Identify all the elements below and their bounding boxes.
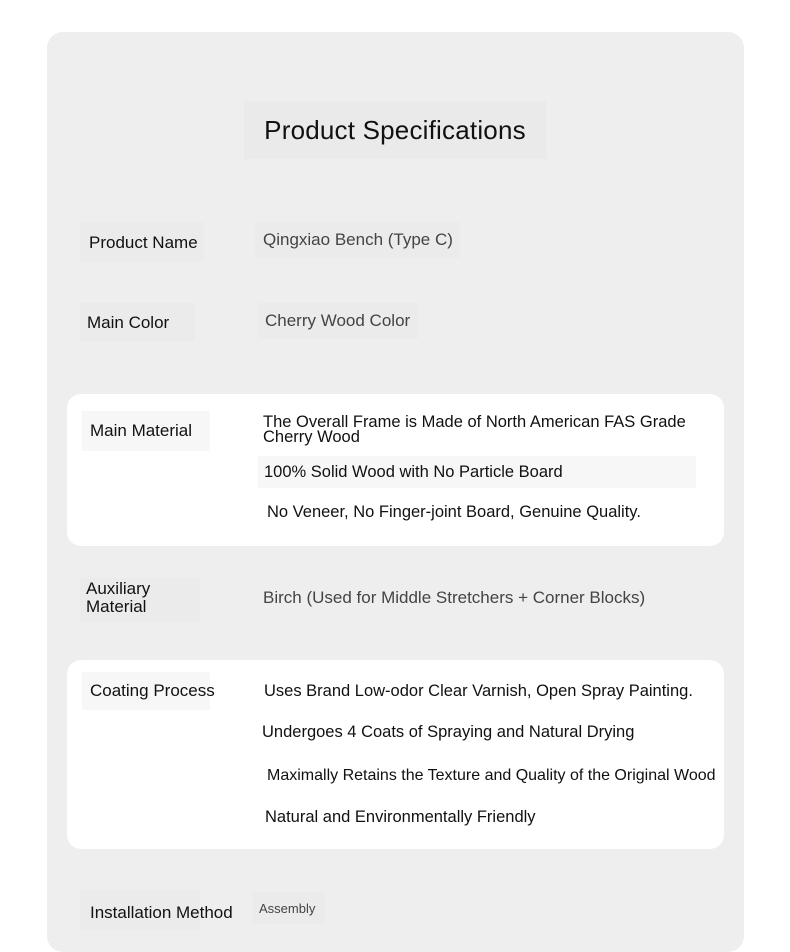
coating-process-line-4: Natural and Environmentally Friendly xyxy=(265,808,536,826)
auxiliary-material-value: Birch (Used for Middle Stretchers + Corner Blocks) xyxy=(263,588,646,607)
coating-process-line-2: Undergoes 4 Coats of Spraying and Natural Drying xyxy=(262,723,635,741)
page-title: Product Specifications xyxy=(244,101,546,159)
auxiliary-material-label-line-2: Material xyxy=(86,597,147,616)
coating-process-line-3: Maximally Retains the Texture and Quality of the Original Wood xyxy=(267,767,716,784)
installation-method-value: Assembly xyxy=(259,901,316,916)
main-material-line-4: No Veneer, No Finger-joint Board, Genuine Quality. xyxy=(267,503,641,521)
main-material-line-3: 100% Solid Wood with No Particle Board xyxy=(264,463,563,481)
installation-method-label: Installation Method xyxy=(90,903,233,922)
auxiliary-material-label-line-1: Auxiliary xyxy=(86,579,151,598)
product-name-label: Product Name xyxy=(89,233,198,252)
coating-process-label: Coating Process xyxy=(90,681,215,700)
main-material-line-1: The Overall Frame is Made of North American FAS Grade xyxy=(263,413,686,431)
product-name-value: Qingxiao Bench (Type C) xyxy=(263,230,453,249)
main-material-line-2: Cherry Wood xyxy=(263,428,360,446)
main-material-label: Main Material xyxy=(90,421,193,440)
main-color-value: Cherry Wood Color xyxy=(265,311,411,330)
coating-process-line-1: Uses Brand Low-odor Clear Varnish, Open Spray Painting. xyxy=(264,682,693,700)
main-color-label: Main Color xyxy=(87,313,170,332)
